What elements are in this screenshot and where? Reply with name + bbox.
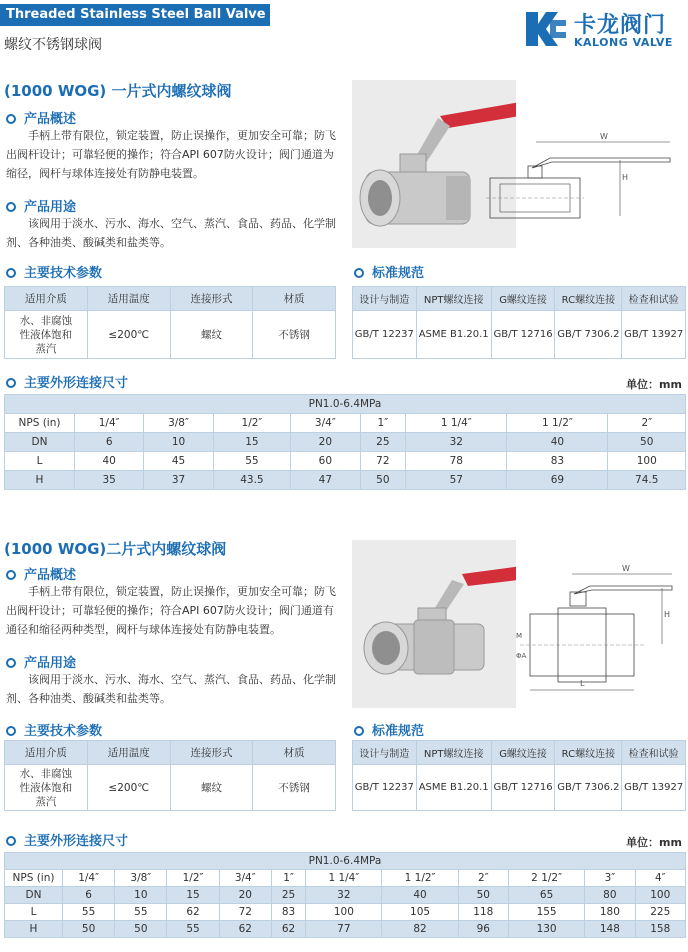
- two-piece-valve-image: [352, 540, 516, 708]
- table-cell: 72: [360, 452, 406, 471]
- table-cell: 1 1/2″: [507, 414, 608, 433]
- row-header-cell: H: [5, 921, 63, 938]
- table-cell: 55: [115, 904, 167, 921]
- table-cell: 设计与制造: [353, 741, 417, 765]
- product2-usage-text: 该阀用于淡水、污水、海水、空气、蒸汽、食品、药品、化学制剂、各种油类、酸碱类和盐类等。: [6, 673, 336, 705]
- product2-tech-heading: [6, 720, 102, 739]
- product2-usage-heading: [6, 652, 76, 671]
- row-header-cell: L: [5, 904, 63, 921]
- table-cell: ASME B1.20.1: [416, 311, 491, 359]
- dim-h-label: H: [622, 173, 629, 182]
- row-header-cell: DN: [5, 887, 63, 904]
- table-cell: 69: [507, 471, 608, 490]
- product2-tech-table: [4, 740, 336, 811]
- table-cell: GB/T 12237: [353, 765, 417, 811]
- table-cell: 78: [406, 452, 507, 471]
- product1-overview-heading: [6, 108, 76, 127]
- product1-tech-table: [4, 286, 336, 359]
- ring-bullet-icon: [6, 658, 16, 668]
- product1-dims-heading: [6, 372, 128, 391]
- table-cell: 74.5: [608, 471, 686, 490]
- pressure-cell: PN1.0-6.4MPa: [5, 395, 686, 414]
- table-cell: 螺纹: [170, 311, 253, 359]
- table-cell: 100: [635, 887, 685, 904]
- table-cell: 62: [167, 904, 219, 921]
- table-cell: 螺纹: [170, 765, 253, 811]
- table-cell: 3/4″: [219, 870, 271, 887]
- dim-w-label: W: [622, 564, 630, 573]
- table-cell: 47: [291, 471, 360, 490]
- table-cell: GB/T 12237: [353, 311, 417, 359]
- table-cell: 83: [507, 452, 608, 471]
- table-cell: 适用介质: [5, 287, 88, 311]
- ring-bullet-icon: [6, 114, 16, 124]
- table-cell: 1/4″: [75, 414, 144, 433]
- heading-label: 标准规范: [372, 724, 425, 739]
- table-cell: GB/T 13927: [622, 765, 686, 811]
- heading-label: 主要外形连接尺寸: [24, 376, 129, 391]
- table-cell: GB/T 12716: [491, 765, 555, 811]
- table-cell: NPT螺纹连接: [416, 287, 491, 311]
- product1-standard-heading: [354, 262, 424, 281]
- table-cell: 77: [306, 921, 382, 938]
- table-cell: GB/T 12716: [491, 311, 555, 359]
- dim-l-label: L: [580, 679, 585, 688]
- table-cell: 40: [382, 887, 458, 904]
- table-cell: 1/2″: [167, 870, 219, 887]
- product1-dims-table: [4, 394, 686, 490]
- table-cell: 148: [585, 921, 635, 938]
- table-cell: 适用温度: [87, 287, 170, 311]
- table-cell: 2 1/2″: [509, 870, 585, 887]
- table-cell: 60: [291, 452, 360, 471]
- heading-label: 产品概述: [24, 112, 77, 127]
- table-cell: 连接形式: [170, 741, 253, 765]
- heading-label: 主要技术参数: [24, 724, 103, 739]
- table-cell: 25: [360, 433, 406, 452]
- table-cell: G螺纹连接: [491, 741, 555, 765]
- table-cell: 57: [406, 471, 507, 490]
- ring-bullet-icon: [6, 570, 16, 580]
- product2-photo: [352, 540, 516, 708]
- table-cell: 3/8″: [144, 414, 213, 433]
- table-cell: GB/T 7306.2: [555, 765, 622, 811]
- table-cell: 水、非腐蚀性液体饱和蒸汽: [5, 765, 88, 811]
- row-header-cell: NPS (in): [5, 870, 63, 887]
- ring-bullet-icon: [354, 726, 364, 736]
- ring-bullet-icon: [354, 268, 364, 278]
- table-cell: 96: [458, 921, 508, 938]
- table-cell: 10: [144, 433, 213, 452]
- ring-bullet-icon: [6, 268, 16, 278]
- heading-label: 产品用途: [24, 200, 77, 215]
- table-cell: 适用介质: [5, 741, 88, 765]
- table-cell: 2″: [458, 870, 508, 887]
- product2-standard-table: [352, 740, 686, 811]
- table-cell: 4″: [635, 870, 685, 887]
- table-cell: 6: [75, 433, 144, 452]
- table-cell: NPT螺纹连接: [416, 741, 491, 765]
- heading-label: 标准规范: [372, 266, 425, 281]
- heading-label: 主要外形连接尺寸: [24, 834, 129, 849]
- table-cell: RC螺纹连接: [555, 741, 622, 765]
- table-cell: 材质: [253, 741, 336, 765]
- heading-label: 产品概述: [24, 568, 77, 583]
- table-cell: 32: [406, 433, 507, 452]
- table-cell: 20: [219, 887, 271, 904]
- table-cell: 35: [75, 471, 144, 490]
- table-cell: GB/T 7306.2: [555, 311, 622, 359]
- table-cell: ≤200℃: [87, 311, 170, 359]
- table-cell: G螺纹连接: [491, 287, 555, 311]
- table-cell: 55: [63, 904, 115, 921]
- ring-bullet-icon: [6, 726, 16, 736]
- pressure-cell: PN1.0-6.4MPa: [5, 853, 686, 870]
- table-cell: 检查和试验: [622, 741, 686, 765]
- table-cell: 检查和试验: [622, 287, 686, 311]
- row-header-cell: DN: [5, 433, 75, 452]
- product1-drawing: [480, 130, 684, 240]
- ring-bullet-icon: [6, 836, 16, 846]
- table-cell: 55: [213, 452, 290, 471]
- table-cell: 3″: [585, 870, 635, 887]
- table-cell: 1/2″: [213, 414, 290, 433]
- table-cell: 32: [306, 887, 382, 904]
- product1-title: (1000 WOG) 一片式内螺纹球阀: [4, 82, 232, 100]
- table-cell: 20: [291, 433, 360, 452]
- table-cell: 3/8″: [115, 870, 167, 887]
- dim-m-label: M: [516, 632, 523, 640]
- logo-chinese-name: 卡龙阀门: [574, 13, 667, 38]
- product1-tech-heading: [6, 262, 102, 281]
- table-cell: 62: [219, 921, 271, 938]
- table-cell: 不锈钢: [253, 765, 336, 811]
- heading-label: 主要技术参数: [24, 266, 103, 281]
- kalong-logo-icon: [524, 10, 568, 48]
- table-cell: 130: [509, 921, 585, 938]
- table-cell: 水、非腐蚀性液体饱和蒸汽: [5, 311, 88, 359]
- product1-standard-table: [352, 286, 686, 359]
- product1-usage-text: 该阀用于淡水、污水、海水、空气、蒸汽、食品、药品、化学制剂、各种油类、酸碱类和盐类等。: [6, 217, 336, 249]
- product2-title: (1000 WOG)二片式内螺纹球阀: [4, 540, 227, 558]
- table-cell: 37: [144, 471, 213, 490]
- table-cell: 100: [306, 904, 382, 921]
- table-cell: 适用温度: [87, 741, 170, 765]
- table-cell: 55: [167, 921, 219, 938]
- table-cell: RC螺纹连接: [555, 287, 622, 311]
- table-cell: 50: [458, 887, 508, 904]
- table-cell: 材质: [253, 287, 336, 311]
- table-cell: 62: [271, 921, 305, 938]
- table-cell: 1″: [271, 870, 305, 887]
- table-cell: 72: [219, 904, 271, 921]
- table-cell: 1 1/2″: [382, 870, 458, 887]
- table-cell: 45: [144, 452, 213, 471]
- logo-english-name: KALONG VALVE: [574, 36, 673, 49]
- product2-dims-table: [4, 852, 686, 938]
- table-cell: 80: [585, 887, 635, 904]
- product2-dims-heading: [6, 830, 128, 849]
- table-cell: 82: [382, 921, 458, 938]
- product1-overview-text: 手柄上带有限位，锁定装置，防止误操作，更加安全可靠；防飞出阀杆设计；可靠轻便的操作；符合API 607防火设计；阀门通道为缩径，阀杆与球体连接处有防静电装置。: [6, 129, 336, 180]
- table-cell: 105: [382, 904, 458, 921]
- heading-label: 产品用途: [24, 656, 77, 671]
- table-cell: 118: [458, 904, 508, 921]
- table-cell: ASME B1.20.1: [416, 765, 491, 811]
- page-subtitle: 螺纹不锈钢球阀: [4, 37, 102, 53]
- row-header-cell: H: [5, 471, 75, 490]
- table-cell: 40: [75, 452, 144, 471]
- product1-usage-heading: [6, 196, 76, 215]
- table-cell: 1″: [360, 414, 406, 433]
- dim-a-label: ΦA: [516, 652, 527, 660]
- table-cell: 180: [585, 904, 635, 921]
- table-cell: 2″: [608, 414, 686, 433]
- table-cell: 3/4″: [291, 414, 360, 433]
- table-cell: 1 1/4″: [306, 870, 382, 887]
- table-cell: 40: [507, 433, 608, 452]
- product2-overview-text: 手柄上带有限位，锁定装置，防止误操作，更加安全可靠；防飞出阀杆设计；可靠轻便的操作；符合API 607防火设计；阀门通道有通径和缩径两种类型，阀杆与球体连接处有防静电装置。: [6, 585, 336, 636]
- dim-w-label: W: [600, 132, 608, 141]
- ring-bullet-icon: [6, 378, 16, 388]
- brand-logo: [524, 8, 684, 50]
- table-cell: 1 1/4″: [406, 414, 507, 433]
- ring-bullet-icon: [6, 202, 16, 212]
- table-cell: 15: [167, 887, 219, 904]
- table-cell: 50: [360, 471, 406, 490]
- product2-standard-heading: [354, 720, 424, 739]
- table-cell: 50: [63, 921, 115, 938]
- table-cell: 15: [213, 433, 290, 452]
- table-cell: 6: [63, 887, 115, 904]
- table-cell: 设计与制造: [353, 287, 417, 311]
- table-cell: 25: [271, 887, 305, 904]
- table-cell: 连接形式: [170, 287, 253, 311]
- table-cell: 10: [115, 887, 167, 904]
- table-cell: 225: [635, 904, 685, 921]
- table-cell: GB/T 13927: [622, 311, 686, 359]
- table-cell: 155: [509, 904, 585, 921]
- dim-h-label: H: [664, 610, 671, 619]
- table-cell: 50: [115, 921, 167, 938]
- table-cell: 50: [608, 433, 686, 452]
- table-cell: 65: [509, 887, 585, 904]
- table-cell: 1/4″: [63, 870, 115, 887]
- row-header-cell: L: [5, 452, 75, 471]
- table-cell: ≤200℃: [87, 765, 170, 811]
- product2-overview-heading: [6, 564, 76, 583]
- table-cell: 83: [271, 904, 305, 921]
- row-header-cell: NPS (in): [5, 414, 75, 433]
- header-banner: Threaded Stainless Steel Ball Valve: [0, 4, 270, 26]
- table-cell: 158: [635, 921, 685, 938]
- table-cell: 不锈钢: [253, 311, 336, 359]
- table-cell: 43.5: [213, 471, 290, 490]
- table-cell: 100: [608, 452, 686, 471]
- product1-unit-label: 单位：mm: [626, 378, 682, 391]
- product2-unit-label: 单位：mm: [626, 836, 682, 849]
- product2-drawing: [512, 562, 684, 702]
